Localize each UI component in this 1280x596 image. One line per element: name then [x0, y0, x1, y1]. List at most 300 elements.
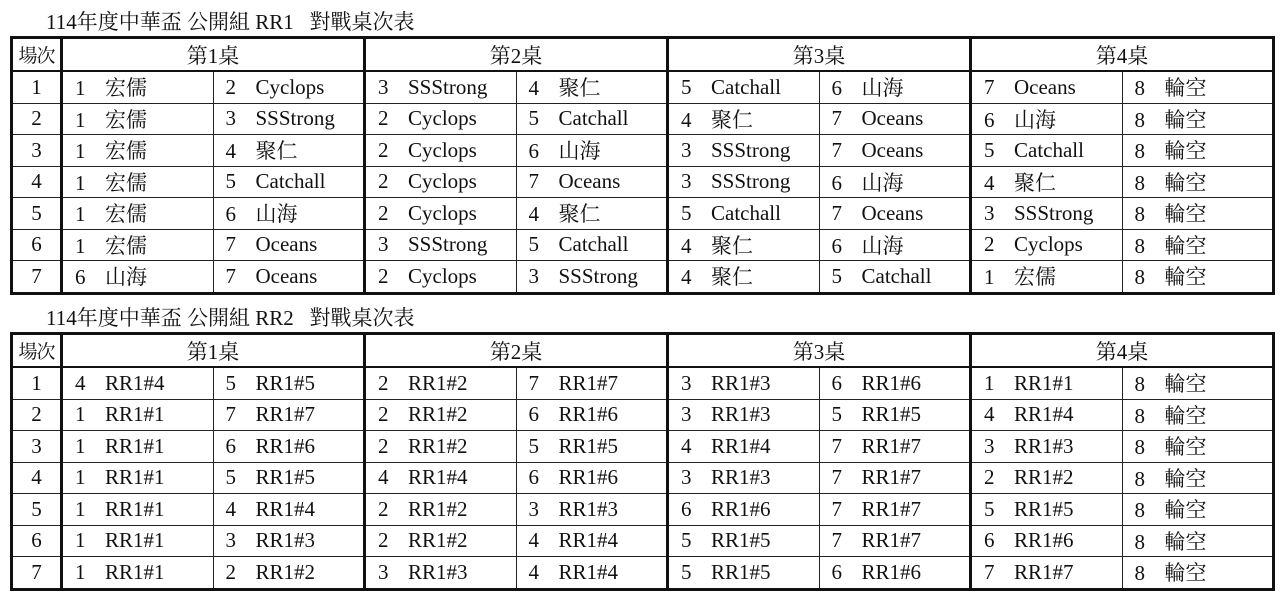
round-number: 5 — [12, 494, 62, 526]
team-cell — [1122, 367, 1274, 399]
round-number: 5 — [12, 198, 62, 230]
team-cell — [819, 135, 971, 167]
team-name: RR1#1 — [105, 528, 165, 553]
team-cell — [62, 431, 214, 463]
team-cell — [62, 525, 214, 557]
team-name: Catchall — [558, 106, 629, 131]
team-cell — [62, 557, 214, 590]
round-header: 場次 — [12, 334, 62, 368]
team-seed: 7 — [225, 402, 236, 427]
team-cell — [365, 399, 517, 431]
team-cell — [819, 494, 971, 526]
team-name: 聚仁 — [711, 233, 753, 258]
team-cell — [213, 431, 365, 463]
team-cell — [365, 166, 517, 198]
round-number: 3 — [12, 135, 62, 167]
team-name: SSStrong — [1014, 200, 1094, 225]
team-cell — [971, 229, 1123, 261]
team-seed: 5 — [984, 137, 995, 162]
team-cell — [971, 462, 1123, 494]
team-seed: 7 — [831, 496, 842, 521]
team-name: 輪空 — [1164, 170, 1207, 195]
team-seed: 3 — [225, 106, 236, 131]
team-cell — [213, 166, 365, 198]
table-header-4: 第4桌 — [971, 334, 1274, 368]
team-seed: 5 — [528, 106, 539, 131]
team-name: RR1#3 — [255, 528, 316, 553]
team-seed: 1 — [984, 370, 995, 395]
team-name: Cyclops — [408, 200, 477, 225]
team-seed: 5 — [225, 465, 236, 490]
team-seed: 6 — [831, 370, 842, 395]
team-name: RR1#1 — [105, 402, 165, 427]
team-name: RR1#6 — [255, 433, 316, 458]
team-cell — [819, 431, 971, 463]
team-cell — [1122, 494, 1274, 526]
team-cell — [213, 525, 365, 557]
team-cell — [365, 71, 517, 103]
team-cell — [62, 494, 214, 526]
table-row — [12, 462, 1274, 494]
team-cell — [213, 135, 365, 167]
team-cell — [365, 557, 517, 590]
team-cell — [819, 462, 971, 494]
team-name: Oceans — [1014, 74, 1076, 99]
team-seed: 7 — [831, 433, 842, 458]
team-name: RR1#5 — [558, 433, 619, 458]
team-cell — [668, 525, 820, 557]
team-seed: 8 — [1134, 435, 1145, 460]
team-cell — [1122, 462, 1274, 494]
team-name: RR1#2 — [408, 370, 468, 395]
table-row — [12, 135, 1274, 167]
team-seed: 8 — [1134, 466, 1145, 491]
team-name: RR1#5 — [255, 370, 316, 395]
round-number: 6 — [12, 229, 62, 261]
team-name: 輪空 — [1164, 435, 1207, 460]
team-seed: 2 — [378, 496, 389, 521]
team-seed: 8 — [1134, 498, 1145, 523]
team-cell — [971, 431, 1123, 463]
team-name: RR1#1 — [105, 465, 165, 490]
team-cell — [365, 431, 517, 463]
team-seed: 3 — [984, 433, 995, 458]
team-name: 輪空 — [1164, 233, 1207, 258]
team-seed: 6 — [831, 559, 842, 584]
team-seed: 6 — [984, 107, 995, 132]
team-name: RR1#2 — [1014, 465, 1074, 490]
team-seed: 7 — [225, 232, 236, 257]
round-number: 7 — [12, 557, 62, 590]
table-row — [12, 166, 1274, 198]
team-cell — [1122, 166, 1274, 198]
team-seed: 5 — [984, 496, 995, 521]
team-cell — [668, 494, 820, 526]
team-seed: 2 — [378, 106, 389, 131]
team-seed: 2 — [378, 433, 389, 458]
table-row — [12, 399, 1274, 431]
team-name: RR1#3 — [711, 465, 771, 490]
team-cell — [213, 71, 365, 103]
team-seed: 2 — [378, 402, 389, 427]
team-cell — [516, 198, 668, 230]
team-name: RR1#4 — [558, 559, 619, 584]
team-name: SSStrong — [558, 263, 638, 288]
round-number: 2 — [12, 399, 62, 431]
team-cell — [1122, 431, 1274, 463]
team-cell — [819, 229, 971, 261]
team-cell — [62, 367, 214, 399]
round-number: 1 — [12, 367, 62, 399]
team-cell — [62, 166, 214, 198]
team-cell — [365, 494, 517, 526]
team-name: SSStrong — [711, 137, 791, 162]
team-name: RR1#7 — [1014, 559, 1074, 584]
team-cell — [1122, 399, 1274, 431]
team-seed: 1 — [75, 559, 86, 584]
team-cell — [668, 166, 820, 198]
team-seed: 1 — [984, 265, 995, 290]
table-header-4: 第4桌 — [971, 38, 1274, 72]
team-seed: 3 — [681, 169, 692, 194]
team-name: Catchall — [861, 263, 932, 288]
team-cell — [668, 557, 820, 590]
team-seed: 8 — [1134, 170, 1145, 195]
team-cell — [819, 261, 971, 294]
team-cell — [819, 399, 971, 431]
team-name: RR1#6 — [711, 496, 771, 521]
team-name: RR1#7 — [861, 496, 922, 521]
team-seed: 3 — [681, 370, 692, 395]
team-seed: 8 — [1134, 529, 1145, 554]
team-cell — [213, 462, 365, 494]
team-name: RR1#7 — [861, 433, 922, 458]
team-name: RR1#3 — [711, 370, 771, 395]
team-seed: 6 — [831, 76, 842, 101]
team-cell — [1122, 557, 1274, 590]
team-name: RR1#4 — [1014, 402, 1074, 427]
team-cell — [516, 525, 668, 557]
team-name: 宏儒 — [1014, 265, 1056, 290]
team-name: RR1#4 — [105, 370, 165, 395]
team-seed: 5 — [681, 559, 692, 584]
team-cell — [668, 399, 820, 431]
table-row — [12, 103, 1274, 135]
team-name: Cyclops — [1014, 232, 1083, 257]
team-name: RR1#3 — [408, 559, 468, 584]
team-name: 宏儒 — [105, 139, 147, 164]
round-number: 2 — [12, 103, 62, 135]
team-cell — [516, 135, 668, 167]
team-name: RR1#4 — [558, 528, 619, 553]
team-cell — [365, 462, 517, 494]
team-name: 輪空 — [1164, 76, 1207, 101]
team-cell — [516, 103, 668, 135]
team-name: Cyclops — [408, 137, 477, 162]
team-seed: 1 — [75, 528, 86, 553]
team-cell — [1122, 261, 1274, 294]
team-name: Cyclops — [408, 106, 477, 131]
team-seed: 8 — [1134, 76, 1145, 101]
team-name: RR1#6 — [861, 370, 922, 395]
team-name: 山海 — [105, 265, 147, 290]
team-cell — [62, 399, 214, 431]
team-name: Catchall — [1014, 137, 1084, 162]
team-cell — [668, 261, 820, 294]
team-name: Catchall — [711, 74, 781, 99]
team-name: RR1#3 — [711, 402, 771, 427]
team-name: SSStrong — [408, 74, 488, 99]
team-name: 聚仁 — [711, 265, 753, 290]
team-name: RR1#4 — [408, 465, 468, 490]
team-name: RR1#4 — [711, 433, 771, 458]
team-name: 聚仁 — [255, 139, 298, 164]
team-cell — [365, 367, 517, 399]
team-name: RR1#6 — [1014, 528, 1074, 553]
team-cell — [365, 135, 517, 167]
team-name: RR1#2 — [408, 433, 468, 458]
team-name: RR1#5 — [1014, 496, 1074, 521]
team-name: 輪空 — [1164, 529, 1207, 554]
team-seed: 1 — [75, 139, 86, 164]
team-seed: 8 — [1134, 265, 1145, 290]
team-seed: 3 — [681, 402, 692, 427]
schedule-table-rr1 — [10, 36, 1275, 295]
team-name: Cyclops — [408, 263, 477, 288]
team-cell — [516, 71, 668, 103]
team-cell — [819, 166, 971, 198]
round-number: 1 — [12, 71, 62, 103]
team-name: 輪空 — [1164, 107, 1207, 132]
team-name: RR1#2 — [408, 402, 468, 427]
team-cell — [971, 135, 1123, 167]
team-name: Catchall — [711, 200, 781, 225]
team-seed: 2 — [225, 74, 236, 99]
table-row — [12, 367, 1274, 399]
team-seed: 2 — [378, 528, 389, 553]
team-name: RR1#2 — [408, 528, 468, 553]
team-seed: 3 — [225, 528, 236, 553]
team-name: RR1#7 — [861, 528, 922, 553]
team-name: RR1#5 — [711, 528, 771, 553]
team-seed: 7 — [831, 528, 842, 553]
team-seed: 2 — [378, 169, 389, 194]
team-name: RR1#4 — [255, 496, 316, 521]
team-seed: 1 — [75, 202, 86, 227]
team-cell — [668, 431, 820, 463]
team-name: Oceans — [255, 232, 318, 257]
table-header-1: 第1桌 — [62, 38, 365, 72]
team-seed: 6 — [528, 139, 539, 164]
team-name: Catchall — [255, 169, 326, 194]
team-cell — [668, 229, 820, 261]
team-cell — [365, 103, 517, 135]
team-name: 山海 — [255, 202, 298, 227]
team-seed: 4 — [378, 465, 389, 490]
team-cell — [971, 525, 1123, 557]
team-cell — [971, 103, 1123, 135]
round-number: 7 — [12, 261, 62, 294]
round-number: 4 — [12, 462, 62, 494]
team-cell — [668, 367, 820, 399]
team-cell — [668, 103, 820, 135]
team-cell — [668, 71, 820, 103]
schedule-title-rr1: 114年度中華盃 公開組 RR1 對戰桌次表 — [46, 10, 415, 34]
team-name: RR1#1 — [105, 496, 165, 521]
team-name: 輪空 — [1164, 466, 1207, 491]
team-name: 輪空 — [1164, 202, 1207, 227]
team-name: RR1#2 — [408, 496, 468, 521]
team-cell — [1122, 229, 1274, 261]
team-seed: 1 — [75, 76, 86, 101]
team-cell — [62, 229, 214, 261]
team-name: Oceans — [255, 263, 318, 288]
table-header-2: 第2桌 — [365, 334, 668, 368]
team-name: RR1#3 — [558, 496, 619, 521]
team-cell — [819, 525, 971, 557]
team-seed: 5 — [225, 169, 236, 194]
team-name: 聚仁 — [558, 202, 601, 227]
team-seed: 3 — [984, 200, 995, 225]
team-seed: 2 — [225, 559, 236, 584]
team-seed: 2 — [378, 200, 389, 225]
table-header-1: 第1桌 — [62, 334, 365, 368]
table-row — [12, 431, 1274, 463]
team-cell — [971, 166, 1123, 198]
team-seed: 8 — [1134, 372, 1145, 397]
table-header-3: 第3桌 — [668, 334, 971, 368]
team-seed: 6 — [984, 528, 995, 553]
team-cell — [62, 135, 214, 167]
team-name: RR1#6 — [558, 402, 619, 427]
team-seed: 3 — [378, 74, 389, 99]
team-name: 山海 — [861, 170, 904, 195]
team-seed: 4 — [681, 433, 692, 458]
team-cell — [62, 462, 214, 494]
team-cell — [62, 71, 214, 103]
team-name: RR1#5 — [255, 465, 316, 490]
team-name: 宏儒 — [105, 233, 147, 258]
team-name: 輪空 — [1164, 403, 1207, 428]
team-seed: 4 — [225, 496, 236, 521]
team-name: Oceans — [861, 106, 924, 131]
team-seed: 6 — [681, 496, 692, 521]
team-seed: 6 — [528, 465, 539, 490]
team-cell — [1122, 71, 1274, 103]
team-seed: 1 — [75, 170, 86, 195]
team-name: RR1#5 — [861, 402, 922, 427]
team-seed: 4 — [75, 370, 86, 395]
schedule-table-rr2 — [10, 332, 1275, 591]
team-name: RR1#1 — [105, 559, 165, 584]
table-row — [12, 494, 1274, 526]
team-name: 山海 — [861, 233, 904, 258]
team-seed: 6 — [831, 233, 842, 258]
team-seed: 8 — [1134, 403, 1145, 428]
team-cell — [62, 261, 214, 294]
team-name: RR1#2 — [255, 559, 316, 584]
team-name: RR1#5 — [711, 559, 771, 584]
team-seed: 4 — [225, 139, 236, 164]
team-seed: 2 — [984, 232, 995, 257]
team-name: 宏儒 — [105, 76, 147, 101]
team-seed: 2 — [378, 263, 389, 288]
team-seed: 3 — [528, 263, 539, 288]
team-seed: 7 — [984, 74, 995, 99]
round-header: 場次 — [12, 38, 62, 72]
team-seed: 4 — [528, 202, 539, 227]
round-number: 6 — [12, 525, 62, 557]
team-seed: 3 — [681, 137, 692, 162]
team-cell — [819, 367, 971, 399]
team-name: SSStrong — [408, 232, 488, 257]
team-cell — [213, 198, 365, 230]
team-seed: 5 — [831, 402, 842, 427]
team-cell — [819, 557, 971, 590]
team-name: Cyclops — [255, 74, 325, 99]
team-cell — [365, 198, 517, 230]
team-name: Cyclops — [408, 169, 477, 194]
team-name: SSStrong — [711, 169, 791, 194]
team-name: 輪空 — [1164, 139, 1207, 164]
team-cell — [971, 557, 1123, 590]
team-seed: 4 — [681, 233, 692, 258]
team-name: SSStrong — [255, 106, 335, 131]
team-seed: 4 — [984, 402, 995, 427]
team-name: 聚仁 — [1014, 170, 1056, 195]
team-cell — [213, 261, 365, 294]
team-cell — [516, 431, 668, 463]
round-number: 4 — [12, 166, 62, 198]
team-cell — [819, 198, 971, 230]
team-cell — [516, 261, 668, 294]
team-name: RR1#7 — [558, 370, 619, 395]
team-cell — [819, 71, 971, 103]
team-seed: 8 — [1134, 233, 1145, 258]
team-seed: 3 — [378, 559, 389, 584]
team-seed: 7 — [528, 169, 539, 194]
team-cell — [213, 557, 365, 590]
team-seed: 6 — [75, 265, 86, 290]
team-seed: 4 — [528, 76, 539, 101]
team-seed: 6 — [831, 170, 842, 195]
table-row — [12, 557, 1274, 590]
team-cell — [819, 103, 971, 135]
team-seed: 4 — [681, 107, 692, 132]
team-seed: 4 — [681, 265, 692, 290]
team-cell — [213, 494, 365, 526]
team-seed: 5 — [681, 74, 692, 99]
team-name: RR1#6 — [861, 559, 922, 584]
team-seed: 5 — [831, 263, 842, 288]
header-row — [12, 38, 1274, 72]
team-seed: 3 — [681, 465, 692, 490]
team-seed: 1 — [75, 465, 86, 490]
team-cell — [62, 103, 214, 135]
team-cell — [971, 494, 1123, 526]
team-seed: 3 — [378, 232, 389, 257]
team-name: RR1#3 — [1014, 433, 1074, 458]
team-name: 宏儒 — [105, 107, 147, 132]
team-cell — [516, 166, 668, 198]
team-name: RR1#1 — [1014, 370, 1074, 395]
team-name: 山海 — [861, 76, 904, 101]
team-seed: 1 — [75, 496, 86, 521]
team-seed: 6 — [225, 202, 236, 227]
team-seed: 8 — [1134, 561, 1145, 586]
team-cell — [668, 135, 820, 167]
table-row — [12, 71, 1274, 103]
